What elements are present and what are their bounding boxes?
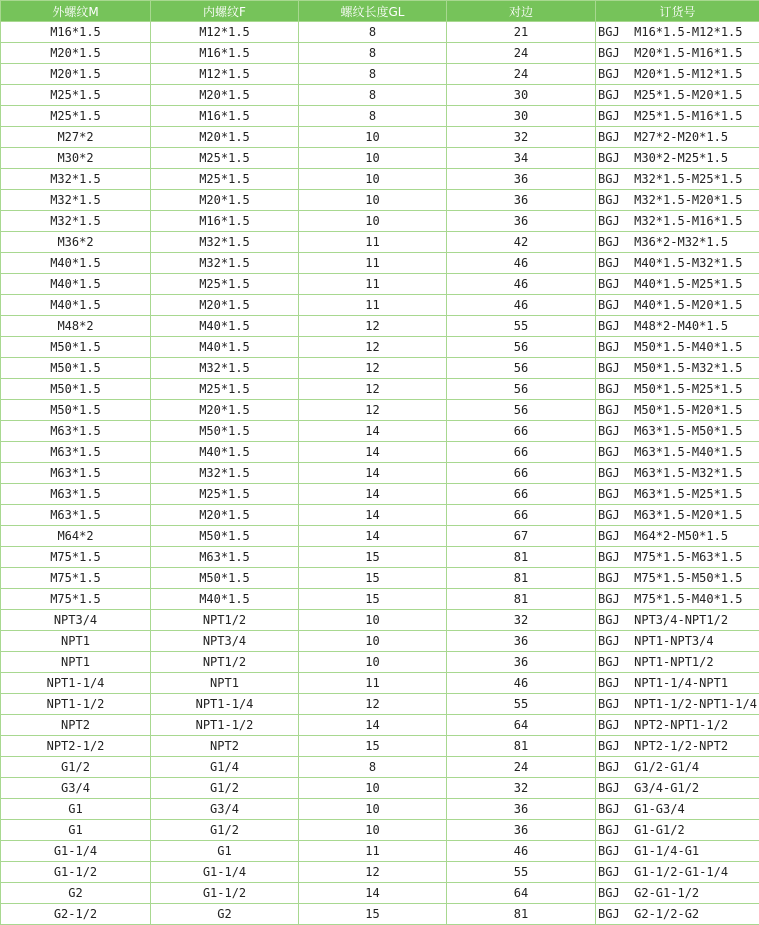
female-thread-cell: M20*1.5 — [151, 85, 299, 106]
header-thread-length: 螺纹长度GL — [299, 1, 447, 22]
order-number-cell: BGJ M75*1.5-M50*1.5 — [596, 568, 759, 589]
thread-length-cell: 12 — [299, 862, 447, 883]
order-number-cell: BGJ G2-1/2-G2 — [596, 904, 759, 925]
order-number-cell: BGJ M75*1.5-M63*1.5 — [596, 547, 759, 568]
female-thread-cell: M20*1.5 — [151, 400, 299, 421]
female-thread-cell: M20*1.5 — [151, 505, 299, 526]
thread-length-cell: 15 — [299, 547, 447, 568]
thread-length-cell: 10 — [299, 211, 447, 232]
table-row — [1, 526, 759, 547]
table-row — [1, 631, 759, 652]
male-thread-cell: G1 — [1, 820, 151, 841]
across-flats-cell: 46 — [447, 274, 596, 295]
thread-length-cell: 14 — [299, 421, 447, 442]
female-thread-cell: NPT1 — [151, 673, 299, 694]
order-number-cell: BGJ G2-G1-1/2 — [596, 883, 759, 904]
table-row — [1, 232, 759, 253]
across-flats-cell: 55 — [447, 694, 596, 715]
thread-length-cell: 8 — [299, 43, 447, 64]
thread-length-cell: 12 — [299, 694, 447, 715]
across-flats-cell: 32 — [447, 778, 596, 799]
female-thread-cell: NPT1-1/4 — [151, 694, 299, 715]
male-thread-cell: M75*1.5 — [1, 568, 151, 589]
male-thread-cell: M75*1.5 — [1, 547, 151, 568]
table-row — [1, 379, 759, 400]
order-number-cell: BGJ NPT1-NPT1/2 — [596, 652, 759, 673]
table-row — [1, 43, 759, 64]
across-flats-cell: 36 — [447, 799, 596, 820]
thread-length-cell: 12 — [299, 400, 447, 421]
table-row — [1, 64, 759, 85]
male-thread-cell: M30*2 — [1, 148, 151, 169]
order-number-cell: BGJ M50*1.5-M25*1.5 — [596, 379, 759, 400]
across-flats-cell: 81 — [447, 904, 596, 925]
across-flats-cell: 21 — [447, 22, 596, 43]
header-row — [1, 1, 759, 22]
order-number-cell: BGJ NPT2-NPT1-1/2 — [596, 715, 759, 736]
table-row — [1, 904, 759, 925]
across-flats-cell: 55 — [447, 316, 596, 337]
female-thread-cell: M20*1.5 — [151, 127, 299, 148]
order-number-cell: BGJ M48*2-M40*1.5 — [596, 316, 759, 337]
male-thread-cell: M32*1.5 — [1, 190, 151, 211]
female-thread-cell: G1/2 — [151, 820, 299, 841]
across-flats-cell: 36 — [447, 820, 596, 841]
thread-length-cell: 11 — [299, 295, 447, 316]
table-row — [1, 673, 759, 694]
male-thread-cell: M32*1.5 — [1, 211, 151, 232]
male-thread-cell: M40*1.5 — [1, 253, 151, 274]
table-row — [1, 862, 759, 883]
thread-length-cell: 10 — [299, 190, 447, 211]
table-row — [1, 841, 759, 862]
female-thread-cell: M32*1.5 — [151, 358, 299, 379]
female-thread-cell: M32*1.5 — [151, 253, 299, 274]
female-thread-cell: G3/4 — [151, 799, 299, 820]
across-flats-cell: 36 — [447, 652, 596, 673]
male-thread-cell: G1/2 — [1, 757, 151, 778]
female-thread-cell: M32*1.5 — [151, 463, 299, 484]
across-flats-cell: 46 — [447, 295, 596, 316]
across-flats-cell: 36 — [447, 190, 596, 211]
male-thread-cell: M63*1.5 — [1, 442, 151, 463]
thread-length-cell: 14 — [299, 505, 447, 526]
across-flats-cell: 66 — [447, 484, 596, 505]
thread-length-cell: 11 — [299, 253, 447, 274]
thread-length-cell: 8 — [299, 22, 447, 43]
table-row — [1, 274, 759, 295]
order-number-cell: BGJ G1-G1/2 — [596, 820, 759, 841]
order-number-cell: BGJ M27*2-M20*1.5 — [596, 127, 759, 148]
across-flats-cell: 66 — [447, 463, 596, 484]
thread-length-cell: 12 — [299, 379, 447, 400]
thread-length-cell: 12 — [299, 358, 447, 379]
order-number-cell: BGJ M64*2-M50*1.5 — [596, 526, 759, 547]
female-thread-cell: NPT1-1/2 — [151, 715, 299, 736]
thread-length-cell: 10 — [299, 148, 447, 169]
across-flats-cell: 36 — [447, 169, 596, 190]
thread-length-cell: 8 — [299, 85, 447, 106]
table-row — [1, 610, 759, 631]
male-thread-cell: M25*1.5 — [1, 85, 151, 106]
across-flats-cell: 67 — [447, 526, 596, 547]
male-thread-cell: M48*2 — [1, 316, 151, 337]
female-thread-cell: NPT2 — [151, 736, 299, 757]
order-number-cell: BGJ NPT1-1/4-NPT1 — [596, 673, 759, 694]
across-flats-cell: 36 — [447, 631, 596, 652]
thread-length-cell: 14 — [299, 484, 447, 505]
order-number-cell: BGJ M20*1.5-M12*1.5 — [596, 64, 759, 85]
across-flats-cell: 81 — [447, 736, 596, 757]
male-thread-cell: M20*1.5 — [1, 43, 151, 64]
order-number-cell: BGJ M50*1.5-M20*1.5 — [596, 400, 759, 421]
across-flats-cell: 64 — [447, 715, 596, 736]
female-thread-cell: NPT1/2 — [151, 652, 299, 673]
thread-length-cell: 10 — [299, 652, 447, 673]
table-row — [1, 148, 759, 169]
thread-length-cell: 15 — [299, 589, 447, 610]
male-thread-cell: M40*1.5 — [1, 274, 151, 295]
female-thread-cell: G1-1/2 — [151, 883, 299, 904]
female-thread-cell: M12*1.5 — [151, 22, 299, 43]
thread-length-cell: 14 — [299, 442, 447, 463]
female-thread-cell: M25*1.5 — [151, 148, 299, 169]
male-thread-cell: M63*1.5 — [1, 505, 151, 526]
thread-length-cell: 12 — [299, 337, 447, 358]
table-row — [1, 85, 759, 106]
thread-length-cell: 8 — [299, 106, 447, 127]
order-number-cell: BGJ G1-1/4-G1 — [596, 841, 759, 862]
table-row — [1, 694, 759, 715]
across-flats-cell: 56 — [447, 379, 596, 400]
across-flats-cell: 81 — [447, 589, 596, 610]
order-number-cell: BGJ M50*1.5-M40*1.5 — [596, 337, 759, 358]
table-row — [1, 169, 759, 190]
order-number-cell: BGJ M32*1.5-M25*1.5 — [596, 169, 759, 190]
male-thread-cell: M50*1.5 — [1, 379, 151, 400]
male-thread-cell: M64*2 — [1, 526, 151, 547]
table-row — [1, 652, 759, 673]
male-thread-cell: G1-1/4 — [1, 841, 151, 862]
thread-length-cell: 14 — [299, 463, 447, 484]
across-flats-cell: 46 — [447, 253, 596, 274]
male-thread-cell: M36*2 — [1, 232, 151, 253]
order-number-cell: BGJ M16*1.5-M12*1.5 — [596, 22, 759, 43]
male-thread-cell: NPT1-1/2 — [1, 694, 151, 715]
male-thread-cell: M25*1.5 — [1, 106, 151, 127]
order-number-cell: BGJ M32*1.5-M16*1.5 — [596, 211, 759, 232]
order-number-cell: BGJ M30*2-M25*1.5 — [596, 148, 759, 169]
female-thread-cell: M50*1.5 — [151, 421, 299, 442]
order-number-cell: BGJ NPT3/4-NPT1/2 — [596, 610, 759, 631]
order-number-cell: BGJ M32*1.5-M20*1.5 — [596, 190, 759, 211]
male-thread-cell: M75*1.5 — [1, 589, 151, 610]
female-thread-cell: M50*1.5 — [151, 526, 299, 547]
across-flats-cell: 46 — [447, 841, 596, 862]
thread-length-cell: 11 — [299, 673, 447, 694]
female-thread-cell: NPT1/2 — [151, 610, 299, 631]
across-flats-cell: 32 — [447, 127, 596, 148]
male-thread-cell: M32*1.5 — [1, 169, 151, 190]
header-female-thread: 内螺纹F — [151, 1, 299, 22]
male-thread-cell: NPT3/4 — [1, 610, 151, 631]
order-number-cell: BGJ NPT2-1/2-NPT2 — [596, 736, 759, 757]
thread-length-cell: 14 — [299, 715, 447, 736]
table-row — [1, 358, 759, 379]
across-flats-cell: 81 — [447, 547, 596, 568]
table-row — [1, 484, 759, 505]
male-thread-cell: M63*1.5 — [1, 463, 151, 484]
order-number-cell: BGJ NPT1-1/2-NPT1-1/4 — [596, 694, 759, 715]
female-thread-cell: M25*1.5 — [151, 169, 299, 190]
order-number-cell: BGJ M63*1.5-M25*1.5 — [596, 484, 759, 505]
male-thread-cell: G1-1/2 — [1, 862, 151, 883]
across-flats-cell: 66 — [447, 421, 596, 442]
thread-length-cell: 10 — [299, 610, 447, 631]
across-flats-cell: 24 — [447, 43, 596, 64]
male-thread-cell: NPT2-1/2 — [1, 736, 151, 757]
across-flats-cell: 55 — [447, 862, 596, 883]
female-thread-cell: M40*1.5 — [151, 442, 299, 463]
male-thread-cell: M63*1.5 — [1, 484, 151, 505]
thread-length-cell: 8 — [299, 64, 447, 85]
thread-length-cell: 10 — [299, 799, 447, 820]
female-thread-cell: NPT3/4 — [151, 631, 299, 652]
header-order-number: 订货号 — [596, 1, 759, 22]
female-thread-cell: M40*1.5 — [151, 316, 299, 337]
across-flats-cell: 66 — [447, 505, 596, 526]
male-thread-cell: M27*2 — [1, 127, 151, 148]
across-flats-cell: 46 — [447, 673, 596, 694]
male-thread-cell: M20*1.5 — [1, 64, 151, 85]
table-row — [1, 589, 759, 610]
thread-length-cell: 10 — [299, 778, 447, 799]
thread-length-cell: 8 — [299, 757, 447, 778]
order-number-cell: BGJ M25*1.5-M20*1.5 — [596, 85, 759, 106]
female-thread-cell: M16*1.5 — [151, 211, 299, 232]
male-thread-cell: NPT2 — [1, 715, 151, 736]
table-row — [1, 505, 759, 526]
thread-length-cell: 12 — [299, 316, 447, 337]
male-thread-cell: M50*1.5 — [1, 400, 151, 421]
table-row — [1, 463, 759, 484]
table-row — [1, 295, 759, 316]
header-across-flats: 对边 — [447, 1, 596, 22]
table-body — [1, 22, 759, 925]
order-number-cell: BGJ M50*1.5-M32*1.5 — [596, 358, 759, 379]
female-thread-cell: M40*1.5 — [151, 337, 299, 358]
female-thread-cell: M16*1.5 — [151, 43, 299, 64]
male-thread-cell: M63*1.5 — [1, 421, 151, 442]
table-row — [1, 442, 759, 463]
thread-length-cell: 10 — [299, 631, 447, 652]
order-number-cell: BGJ M25*1.5-M16*1.5 — [596, 106, 759, 127]
thread-length-cell: 15 — [299, 904, 447, 925]
female-thread-cell: M25*1.5 — [151, 484, 299, 505]
thread-length-cell: 11 — [299, 841, 447, 862]
male-thread-cell: M40*1.5 — [1, 295, 151, 316]
across-flats-cell: 36 — [447, 211, 596, 232]
across-flats-cell: 56 — [447, 400, 596, 421]
table-header — [1, 1, 759, 22]
female-thread-cell: M20*1.5 — [151, 190, 299, 211]
order-number-cell: BGJ M20*1.5-M16*1.5 — [596, 43, 759, 64]
male-thread-cell: M50*1.5 — [1, 337, 151, 358]
female-thread-cell: G2 — [151, 904, 299, 925]
table-row — [1, 568, 759, 589]
male-thread-cell: NPT1 — [1, 631, 151, 652]
female-thread-cell: M25*1.5 — [151, 274, 299, 295]
across-flats-cell: 24 — [447, 757, 596, 778]
header-male-thread: 外螺纹M — [1, 1, 151, 22]
thread-length-cell: 15 — [299, 568, 447, 589]
table-row — [1, 421, 759, 442]
table-row — [1, 211, 759, 232]
thread-length-cell: 14 — [299, 883, 447, 904]
female-thread-cell: G1-1/4 — [151, 862, 299, 883]
order-number-cell: BGJ M40*1.5-M20*1.5 — [596, 295, 759, 316]
order-number-cell: BGJ M36*2-M32*1.5 — [596, 232, 759, 253]
table-row — [1, 127, 759, 148]
table-row — [1, 820, 759, 841]
across-flats-cell: 30 — [447, 106, 596, 127]
female-thread-cell: G1 — [151, 841, 299, 862]
across-flats-cell: 30 — [447, 85, 596, 106]
male-thread-cell: M16*1.5 — [1, 22, 151, 43]
order-number-cell: BGJ M40*1.5-M25*1.5 — [596, 274, 759, 295]
table-row — [1, 883, 759, 904]
female-thread-cell: M20*1.5 — [151, 295, 299, 316]
table-row — [1, 22, 759, 43]
table-row — [1, 400, 759, 421]
male-thread-cell: NPT1 — [1, 652, 151, 673]
order-number-cell: BGJ G3/4-G1/2 — [596, 778, 759, 799]
table-row — [1, 736, 759, 757]
thread-length-cell: 15 — [299, 736, 447, 757]
order-number-cell: BGJ M63*1.5-M20*1.5 — [596, 505, 759, 526]
table-row — [1, 799, 759, 820]
male-thread-cell: G3/4 — [1, 778, 151, 799]
female-thread-cell: M40*1.5 — [151, 589, 299, 610]
across-flats-cell: 42 — [447, 232, 596, 253]
female-thread-cell: G1/4 — [151, 757, 299, 778]
table-row — [1, 337, 759, 358]
across-flats-cell: 24 — [447, 64, 596, 85]
male-thread-cell: M50*1.5 — [1, 358, 151, 379]
order-number-cell: BGJ M63*1.5-M50*1.5 — [596, 421, 759, 442]
thread-length-cell: 10 — [299, 127, 447, 148]
order-number-cell: BGJ M75*1.5-M40*1.5 — [596, 589, 759, 610]
table-row — [1, 778, 759, 799]
table-row — [1, 316, 759, 337]
table-row — [1, 106, 759, 127]
male-thread-cell: NPT1-1/4 — [1, 673, 151, 694]
female-thread-cell: M32*1.5 — [151, 232, 299, 253]
order-number-cell: BGJ NPT1-NPT3/4 — [596, 631, 759, 652]
thread-length-cell: 11 — [299, 232, 447, 253]
table-row — [1, 190, 759, 211]
table-row — [1, 757, 759, 778]
thread-length-cell: 10 — [299, 820, 447, 841]
across-flats-cell: 32 — [447, 610, 596, 631]
table-row — [1, 253, 759, 274]
order-number-cell: BGJ M63*1.5-M40*1.5 — [596, 442, 759, 463]
order-number-cell: BGJ G1-1/2-G1-1/4 — [596, 862, 759, 883]
female-thread-cell: M12*1.5 — [151, 64, 299, 85]
order-number-cell: BGJ M40*1.5-M32*1.5 — [596, 253, 759, 274]
female-thread-cell: M25*1.5 — [151, 379, 299, 400]
across-flats-cell: 56 — [447, 337, 596, 358]
female-thread-cell: M63*1.5 — [151, 547, 299, 568]
thread-length-cell: 10 — [299, 169, 447, 190]
female-thread-cell: G1/2 — [151, 778, 299, 799]
thread-length-cell: 14 — [299, 526, 447, 547]
order-number-cell: BGJ M63*1.5-M32*1.5 — [596, 463, 759, 484]
female-thread-cell: M50*1.5 — [151, 568, 299, 589]
order-number-cell: BGJ G1/2-G1/4 — [596, 757, 759, 778]
order-number-cell: BGJ G1-G3/4 — [596, 799, 759, 820]
across-flats-cell: 34 — [447, 148, 596, 169]
male-thread-cell: G1 — [1, 799, 151, 820]
male-thread-cell: G2 — [1, 883, 151, 904]
across-flats-cell: 81 — [447, 568, 596, 589]
female-thread-cell: M16*1.5 — [151, 106, 299, 127]
table-row — [1, 547, 759, 568]
across-flats-cell: 64 — [447, 883, 596, 904]
across-flats-cell: 56 — [447, 358, 596, 379]
male-thread-cell: G2-1/2 — [1, 904, 151, 925]
thread-length-cell: 11 — [299, 274, 447, 295]
table-row — [1, 715, 759, 736]
across-flats-cell: 66 — [447, 442, 596, 463]
